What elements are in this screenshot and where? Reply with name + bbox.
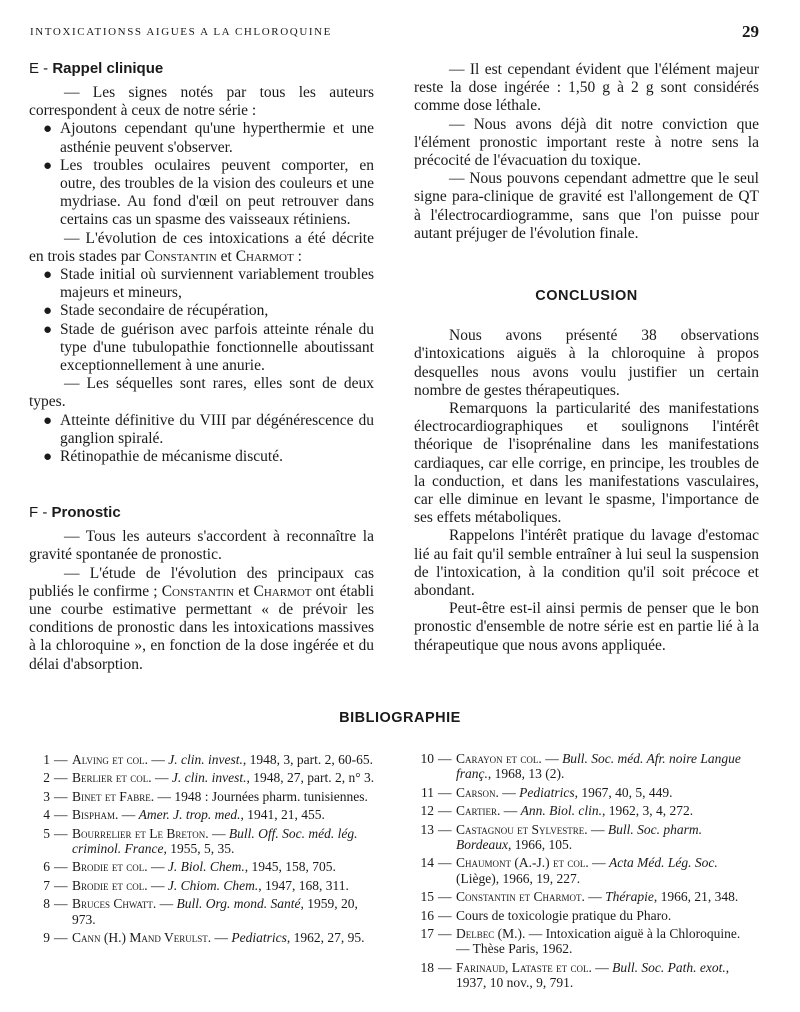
section-e-paragraph-3: — Les séquelles sont rares, elles sont de deux types. [29,375,374,411]
bibliography-number: 1 [43,752,50,767]
bibliography-details: , 1955, 5, 35. [163,841,235,857]
bibliography-entry [32,770,377,785]
bibliography-journal: Amer. J. trop. med. [138,807,241,823]
bibliography-journal: Pediatrics [231,930,287,946]
bibliography-details: , 1945, 158, 705. [244,859,336,875]
bullet-icon: ● [43,321,53,338]
bullet-item [43,266,374,302]
section-f-heading [29,504,374,522]
author-name: Constantin [161,582,235,600]
bibliography-entry [412,908,757,923]
bibliography-entry [412,889,757,904]
bibliography-author: Binet et Fabre. [72,788,155,804]
bibliography-entry [32,807,377,822]
bibliography-entry [32,930,377,945]
bibliography-entry [412,855,757,886]
bibliography-text: Cartier. — Ann. Biol. clin., 1962, 3, 4, 272. [456,803,694,819]
bibliography-text: Carayon et col. — Bull. Soc. méd. Afr. noire Langue franç., 1968, 13 (2). [456,751,741,782]
bullet-item [43,302,374,320]
bibliography-entry [412,926,757,957]
bibliography-author: Alving et col. [72,752,149,767]
bibliography-journal: Acta Méd. Lég. Soc. [609,855,718,871]
bibliography-right-column [412,751,757,994]
bibliography-entry [32,859,377,874]
bibliography-dash: — [54,807,68,823]
bibliography-author: Bourrelier et Le Breton. [72,825,209,841]
bibliography-details: , 1948, 27, part. 2, n° 3. [246,770,375,786]
bibliography-text: Binet et Fabre. — 1948 : Journées pharm. tunisiennes. [72,788,368,804]
bibliography-text: Farinaud, Lataste et col. — Bull. Soc. Path. exot., 1937, 10 nov., 9, 791. [456,959,730,991]
bibliography-entry [412,822,757,853]
bibliography-dash: — [438,907,452,923]
bibliography-dash: — [54,752,68,767]
bibliography-author: Cartier. [456,803,501,819]
bibliography-entry [32,896,377,927]
left-column [29,60,374,674]
bibliography-text: Cann (H.) Mand Verulst. — Pediatrics, 1962, 27, 95. [72,930,365,946]
bibliography-journal: Bull. Soc. méd. Afr. noire Langue franç. [456,751,741,782]
running-title: INTOXICATIONSS AIGUES A LA CHLOROQUINE [30,26,332,38]
bibliography-dash: — [54,859,68,875]
section-f-letter: F - [29,504,52,522]
bibliography-author: Bispham. [72,807,119,823]
bibliography-dash: — [54,770,68,786]
bibliography-author: Brodie et col. [72,859,148,875]
bibliography-author: Farinaud, Lataste et col. [456,959,592,975]
bibliography-journal: Bull. Soc. Path. exot. [612,959,726,975]
bibliography-dash: — [438,784,452,800]
bibliography-number: 12 [420,803,434,819]
section-e-letter: E - [29,60,53,77]
bibliography-author: Chaumont (A.-J.) et col. [456,855,589,871]
bibliography-number: 16 [420,907,434,923]
bibliography-journal: J. clin. invest. [168,752,243,767]
p2-mid: et [216,247,236,265]
section-e-title: Rappel clinique [52,60,164,77]
bibliography-entry [32,826,377,857]
bibliography-entry [32,789,377,804]
bibliography-dash: — [438,889,452,905]
right-column [414,61,759,655]
bibliography-heading: BIBLIOGRAPHIE [339,710,461,726]
bibliography-dash: — [54,825,68,841]
bibliography-number: 14 [420,855,434,871]
bullet-text: Stade secondaire de récupération, [60,302,269,320]
bibliography-text: Bruces Chwatt. — Bull. Org. mond. Santé, 1959, 20, 973. [72,896,358,927]
bibliography-details: , 1947, 168, 311. [258,877,349,893]
bibliography-details: (Liège), 1966, 19, 227. [456,870,581,886]
bibliography-text: Bispham. — Amer. J. trop. med., 1941, 21, 455. [72,807,325,823]
bullet-item [43,120,374,156]
bibliography-number: 7 [43,877,50,893]
bibliography-text: Alving et col. — J. clin. invest., 1948, 3, part. 2, 60-65. [72,752,374,767]
bibliography-author: Constantin et Charmot. [456,889,585,905]
bibliography-number: 13 [420,821,434,837]
bibliography-dash: — [438,926,452,942]
conclusion-heading: CONCLUSION [535,288,638,305]
p2-mid: et [234,582,254,600]
p2-end: : [293,247,302,265]
bibliography-journal: Bull. Soc. pharm. Bordeaux [456,821,702,853]
bibliography-details: , 1967, 40, 5, 449. [574,784,673,800]
conclusion-paragraph-3: Rappelons l'intérêt pratique du lavage d'estomac lié au fait qu'il semble entraîner à lui seul la suspension de l'intoxication, à la condition qu'il soit précoce et abondant. [414,527,759,600]
p2-start: — L'évolution de ces intoxications a été décrite en trois stades par [29,229,374,265]
conclusion-paragraph-4: Peut-être est-il ainsi permis de penser que le bon pronostic d'ensemble de notre série est en partie lié à la thérapeutique que nous avons appliquée. [414,600,759,654]
bibliography-number: 4 [43,807,50,823]
bibliography-journal: Thérapie [605,889,654,905]
section-f-paragraph-2 [29,565,374,674]
bibliography-author: Brodie et col. [72,877,148,893]
bibliography-text [456,908,757,923]
bibliography-author: Delbec (M.). [456,926,526,942]
section-e-paragraph-2 [29,230,374,266]
bullet-icon: ● [43,267,53,284]
bibliography-entry [412,803,757,818]
section-f-title: Pronostic [51,504,121,522]
bibliography-text: Brodie et col. — J. Chiom. Chem., 1947, 168, 311. [72,877,349,893]
conclusion-paragraph-2: Remarquons la particularité des manifestations électrocardiographiques et soulignons l'intérêt théorique de l'isoprénaline dans les manifestations cardiaques, car elle corrige, en principe, les troubles de la conduction, et dans les manifestations vasculaires, car elle diminue en levant le spasme, l'importance de ses effets métaboliques. [414,400,759,527]
bibliography-entry [412,960,757,991]
bibliography-author: Bruces Chwatt. [72,896,157,912]
bibliography-journal: J. clin. invest. [171,770,247,786]
bibliography-entry [32,878,377,893]
bibliography-dash: — [438,821,452,837]
section-f-paragraph-4: — Nous avons déjà dit notre conviction que l'élément pronostic important reste à notre sens la précocité de l'évacuation du toxique. [414,115,759,170]
bibliography-number: 9 [43,930,50,946]
bullet-item [43,157,374,230]
p2-end: ont établi une courbe estimative permettant « de prévoir les conditions de pronostic dans les intoxications massives à la chloroquine », en fonction de la dose ingérée et du délai d'absorption. [29,582,374,673]
bibliography-dash: — [54,896,68,912]
bibliography-dash: — [438,959,452,975]
bibliography-details: , 1962, 27, 95. [286,930,365,946]
bibliography-number: 11 [421,784,434,800]
bibliography-number: 18 [420,959,434,975]
bibliography-dash: — [54,788,68,804]
bibliography-details: , 1968, 13 (2). [487,766,565,782]
bibliography-entry [32,752,377,767]
bibliography-journal: J. Chiom. Chem. [167,877,259,893]
bibliography-number: 17 [420,926,434,942]
bullet-text: Stade initial où surviennent variablement troubles majeurs et mineurs, [60,266,374,302]
section-f-paragraph-5: — Nous pouvons cependant admettre que le seul signe para-clinique de gravité est l'allongement de QT à l'électrocardiogramme, sans que l'on puisse pour autant préjuger de l'évolution finale. [414,170,759,242]
bullet-item [43,412,374,448]
bibliography-journal: Bull. Off. Soc. méd. lég. criminol. France [72,825,358,857]
bibliography-details: , 1937, 10 nov., 9, 791. [456,959,730,991]
bibliography-text: Berlier et col. — J. clin. invest., 1948, 27, part. 2, n° 3. [72,770,375,786]
bibliography-text: Carson. — Pediatrics, 1967, 40, 5, 449. [456,784,673,800]
conclusion-paragraph-1: Nous avons présenté 38 observations d'intoxications aiguës à la chloroquine à propos desquelles nous avons voulu justifier un certain nombre de gestes thérapeutiques. [414,327,759,399]
bibliography-details: Cours de toxicologie pratique du Pharo. [456,907,672,923]
bibliography-author: Carson. [456,784,499,800]
bibliography-details: , 1941, 21, 455. [240,807,325,823]
bibliography-dash: — [438,803,452,819]
bibliography-journal: J. Biol. Chem. [167,859,245,875]
bibliography-author: Cann (H.) Mand Verulst. [72,930,212,946]
bibliography-journal: Bull. Org. mond. Santé [176,896,301,912]
bibliography-details: , 1962, 3, 4, 272. [601,803,694,819]
bibliography-journal: Pediatrics [519,784,575,800]
bibliography-text: Delbec (M.). — Intoxication aiguë à la Chloroquine. — Thèse Paris, 1962. [456,926,741,957]
bullet-icon: ● [43,303,53,320]
bullet-text: Rétinopathie de mécanisme discuté. [60,448,283,466]
author-name: Charmot [235,247,294,265]
bibliography-left-column [32,752,377,948]
bullet-icon: ● [43,157,53,174]
bullet-text: Les troubles oculaires peuvent comporter, en outre, des troubles de la vision des couleurs et une mydriase. Au fond d'œil on peut retrouver dans certains cas un spasme des vaisseaux rétiniens. [60,156,374,229]
bibliography-journal: Ann. Biol. clin. [520,803,602,819]
bibliography-text: Chaumont (A.-J.) et col. — Acta Méd. Lég. Soc. (Liège), 1966, 19, 227. [456,855,718,886]
bibliography-number: 8 [43,896,50,912]
bibliography-details: , 1948, 3, part. 2, 60-65. [242,752,374,767]
bibliography-number: 2 [43,770,50,786]
bibliography-dash: — [438,855,452,871]
page-number: 29 [742,22,759,41]
p2-start: — L'étude de l'évolution des principaux cas publiés le confirme ; [29,564,374,600]
section-e-paragraph-1: — Les signes notés par tous les auteurs correspondent à ceux de notre série : [29,84,374,120]
bullet-icon: ● [43,121,53,138]
section-e-heading [29,60,374,78]
bullet-icon: ● [43,412,53,429]
bibliography-text: Constantin et Charmot. — Thérapie, 1966, 21, 348. [456,889,739,905]
bibliography-entry [412,785,757,800]
bibliography-details: Intoxication aiguë à la Chloroquine. — Thèse Paris, 1962. [456,926,741,957]
bibliography-number: 15 [420,889,434,905]
section-f-paragraph-1: — Tous les auteurs s'accordent à reconnaître la gravité spontanée de pronostic. [29,528,374,564]
bibliography-text: Bourrelier et Le Breton. — Bull. Off. Soc. méd. lég. criminol. France, 1955, 5, 35. [72,825,358,857]
bullet-text: Atteinte définitive du VIII par dégénérescence du ganglion spiralé. [60,411,374,447]
author-name: Charmot [253,582,312,600]
bibliography-text: Brodie et col. — J. Biol. Chem., 1945, 158, 705. [72,859,336,875]
bibliography-entry [412,751,757,782]
bibliography-dash: — [54,930,68,946]
section-f-paragraph-3: — Il est cependant évident que l'élément majeur reste la dose ingérée : 1,50 g à 2 g sont considérés comme dose léthale. [414,61,759,115]
author-name: Constantin [144,247,217,265]
bibliography-number: 3 [43,788,50,804]
bibliography-number: 6 [43,859,50,875]
bullet-item [43,321,374,376]
bullet-item [43,448,374,466]
bibliography-author: Berlier et col. [72,770,152,786]
bibliography-number: 5 [43,825,50,841]
bibliography-number: 10 [420,751,434,766]
bibliography-author: Carayon et col. [456,751,542,766]
bibliography-details: 1948 : Journées pharm. tunisiennes. [174,788,368,804]
bullet-text: Stade de guérison avec parfois atteinte rénale du type d'une tubulopathie fonctionnelle aboutissant exceptionnellement à une anurie. [60,320,374,375]
bibliography-details: , 1966, 105. [507,837,573,853]
bibliography-details: , 1959, 20, 973. [72,896,358,927]
bibliography-text: Castagnou et Sylvestre. — Bull. Soc. pharm. Bordeaux, 1966, 105. [456,821,702,853]
bibliography-dash: — [54,877,68,893]
bullet-text: Ajoutons cependant qu'une hyperthermie et une asthénie peuvent s'observer. [60,120,374,156]
bullet-icon: ● [43,449,53,466]
bibliography-author: Castagnou et Sylvestre. [456,821,588,837]
bibliography-details: , 1966, 21, 348. [653,889,739,905]
bibliography-dash: — [438,751,452,766]
